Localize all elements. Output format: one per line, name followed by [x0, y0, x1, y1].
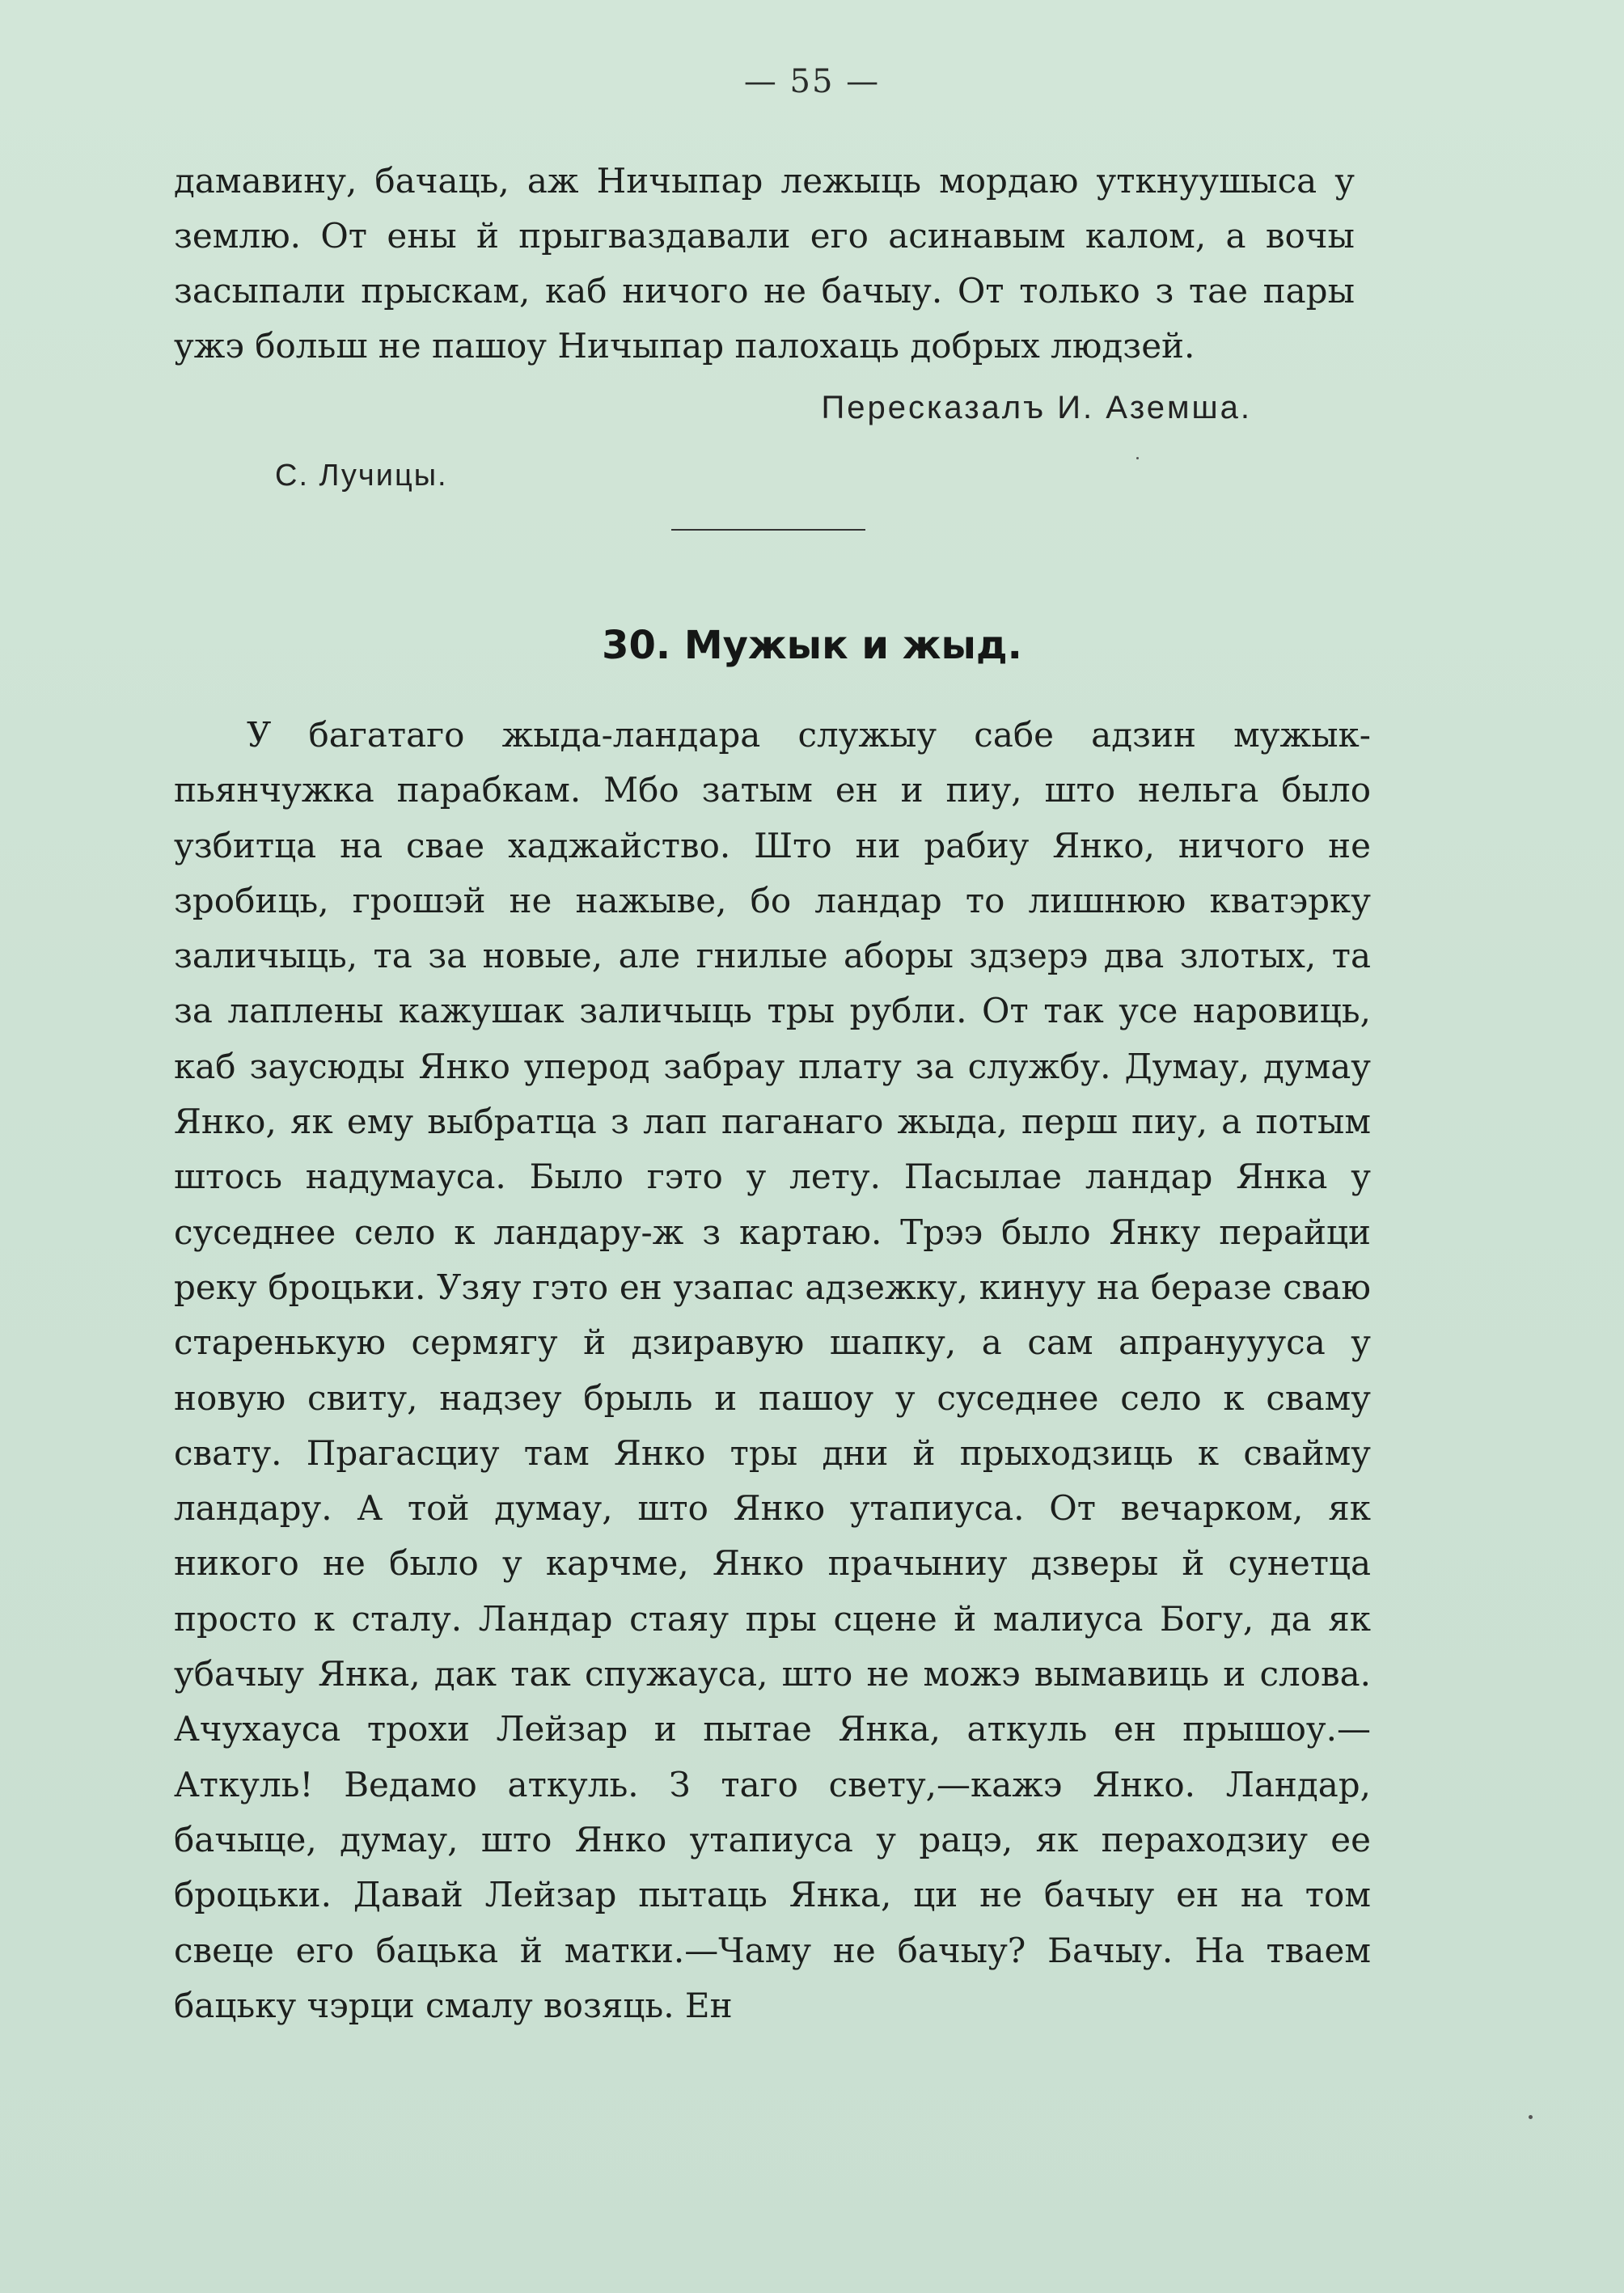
- paper-speck: [1136, 457, 1139, 459]
- story-title: 30. Мужык и жыд.: [602, 623, 1022, 668]
- story-attribution: Пересказалъ И. Аземша.: [821, 390, 1252, 425]
- section-divider: [671, 529, 865, 531]
- story-body: [174, 708, 1371, 2033]
- story-location: С. Лучицы.: [275, 459, 448, 493]
- previous-story-ending: дамавину, бачаць, аж Ничыпар лежыць мордаю уткнуушыса у землю. От ены й прыгваздавали его асинавым калом, а вочы засыпали прыскам, каб ничого не бачыу. От только з тае пары ужэ больш не пашоу Ничыпар палохаць добрых людзей.: [174, 161, 1355, 366]
- story-paragraph: У багатаго жыда-ландара служыу сабе адзин мужык-пьянчужка парабкам. Мбо затым ен и пиу, што нельга было узбитца на свае хаджайство. Што ни рабиу Янко, ничого не зробиць, грошэй не нажыве, бо ландар то лишнюю кватэрку заличыць, та за новые, але гнилые аборы здзерэ два злотых, та за лаплены кажушак заличыць тры рубли. От так усе наровиць, каб заусюды Янко уперод забрау плату за службу. Думау, думау Янко, як ему выбратца з лап паганаго жыда, перш пиу, а потым штось надумауса. Было гэто у лету. Пасылае ландар Янка у суседнее село к ландару-ж з картаю. Трээ было Янку перайци реку броцьки. Узяу гэто ен узапас адзежку, кинуу на беразе сваю старенькую сермягу й дзиравую шапку, а сам апрануууса у новую свиту, надзеу брыль и пашоу у суседнее село к сваму свату. Прагасциу там Янко тры дни й прыходзиць к свайму ландару. А той думау, што Янко утапиуса. От вечарком, як никого не было у карчме, Янко прачыниу дзверы й сунетца просто к сталу. Ландар стаяу пры сцене й малиуса Богу, да як убачыу Янка, дак так спужауса, што не можэ вымавиць и слова. Ачухауса трохи Лейзар и пытае Янка, аткуль ен прышоу.—Аткуль! Ведамо аткуль. З таго свету,—кажэ Янко. Ландар, бачыце, думау, што Янко утапиуса у рацэ, як пераходзиу ее броцьки. Давай Лейзар пытаць Янка, ци не бачыу ен на том свеце его бацька й матки.—Чаму не бачыу? Бачыу. На тваем бацьку чэрци смалу возяць. Ен: [174, 715, 1371, 2025]
- paper-speck: [1529, 2115, 1533, 2119]
- page-number: — 55 —: [743, 63, 881, 100]
